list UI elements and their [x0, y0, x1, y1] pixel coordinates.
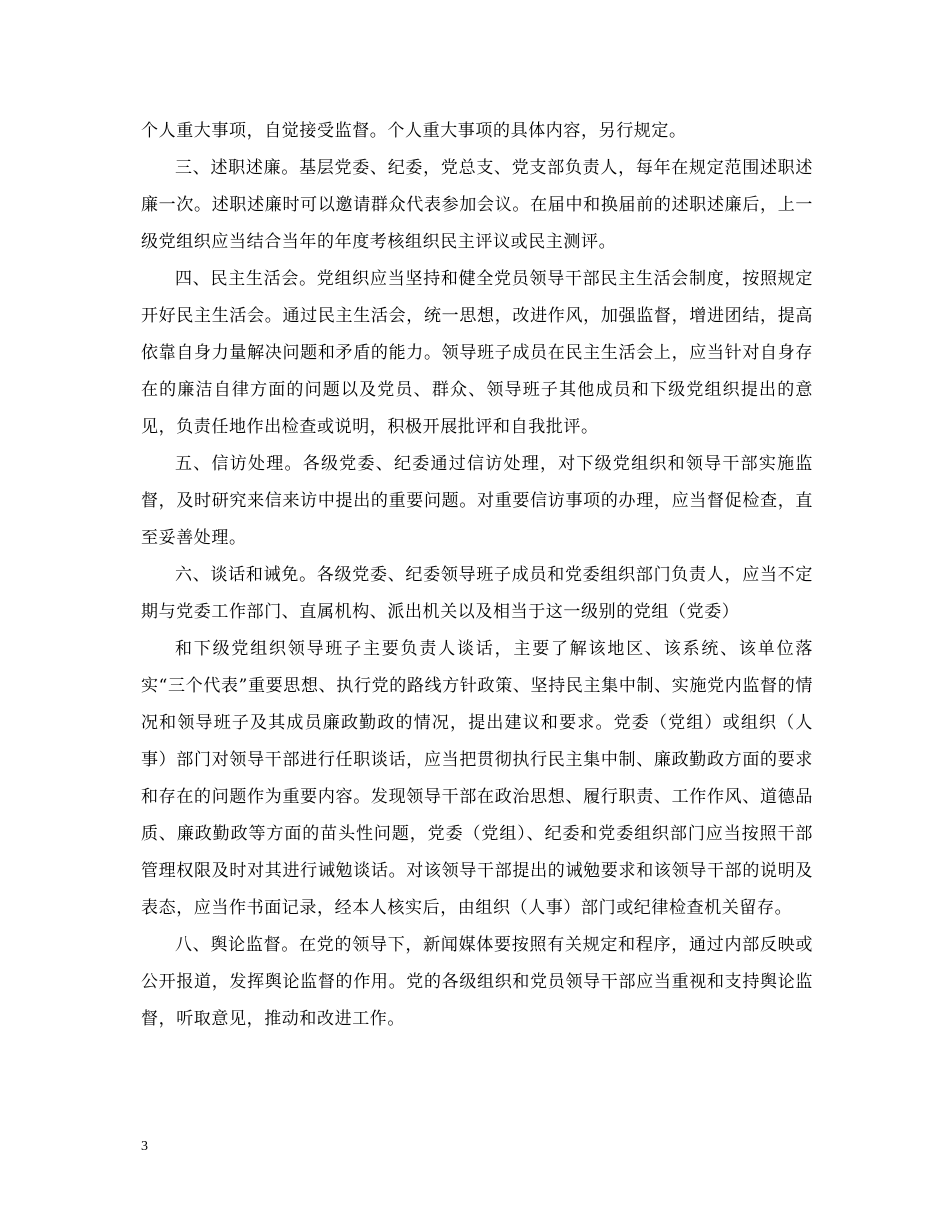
paragraph-7: 八、舆论监督。在党的领导下，新闻媒体要按照有关规定和程序，通过内部反映或公开报道，发挥舆论监督的作用。党的各级组织和党员领导干部应当重视和支持舆论监督，听取意见，推动和改进工作。 — [141, 935, 813, 1029]
document-body — [141, 113, 813, 1038]
paragraph-1: 个人重大事项，自觉接受监督。个人重大事项的具体内容，另行规定。 — [141, 121, 687, 141]
page-number: 3 — [141, 1139, 148, 1154]
paragraph-4: 五、信访处理。各级党委、纪委通过信访处理，对下级党组织和领导干部实施监督，及时研究来信来访中提出的重要问题。对重要信访事项的办理，应当督促检查，直至妥善处理。 — [141, 454, 813, 548]
paragraph-2: 三、述职述廉。基层党委、纪委，党总支、党支部负责人，每年在规定范围述职述廉一次。述职述廉时可以邀请群众代表参加会议。在届中和换届前的述职述廉后，上一级党组织应当结合当年的年度考核组织民主评议或民主测评。 — [141, 158, 813, 252]
paragraph-6: 和下级党组织领导班子主要负责人谈话，主要了解该地区、该系统、该单位落实“三个代表”重要思想、执行党的路线方针政策、坚持民主集中制、实施党内监督的情况和领导班子及其成员廉政勤政的情况，提出建议和要求。党委（党组）或组织（人事）部门对领导干部进行任职谈话，应当把贯彻执行民主集中制、廉政勤政方面的要求和存在的问题作为重要内容。发现领导干部在政治思想、履行职责、工作作风、道德品质、廉政勤政等方面的苗头性问题，党委（党组）、纪委和党委组织部门应当按照干部管理权限及时对其进行诫勉谈话。对该领导干部提出的诫勉要求和该领导干部的说明及表态，应当作书面记录，经本人核实后，由组织（人事）部门或纪律检查机关留存。 — [141, 639, 813, 918]
paragraph-3: 四、民主生活会。党组织应当坚持和健全党员领导干部民主生活会制度，按照规定开好民主生活会。通过民主生活会，统一思想，改进作风，加强监督，增进团结，提高依靠自身力量解决问题和矛盾的能力。领导班子成员在民主生活会上，应当针对自身存在的廉洁自律方面的问题以及党员、群众、领导班子其他成员和下级党组织提出的意见，负责任地作出检查或说明，积极开展批评和自我批评。 — [141, 269, 813, 437]
paragraph-5: 六、谈话和诫免。各级党委、纪委领导班子成员和党委组织部门负责人，应当不定期与党委工作部门、直属机构、派出机关以及相当于这一级别的党组（党委） — [141, 565, 813, 622]
